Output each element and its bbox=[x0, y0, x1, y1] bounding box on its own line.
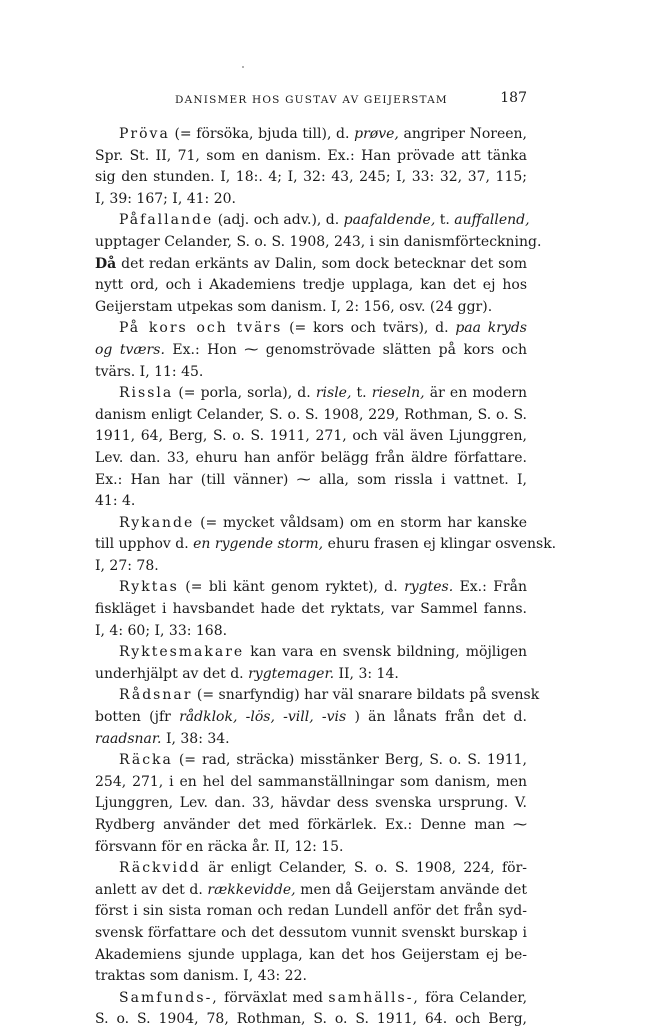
text-segment: en rygende storm, bbox=[193, 536, 324, 553]
text-line bbox=[95, 405, 527, 427]
text-segment: (= försöka, bjuda till), d. bbox=[174, 126, 355, 142]
headword: På kors och tvärs bbox=[119, 320, 283, 337]
text-line bbox=[95, 858, 527, 880]
text-line bbox=[95, 513, 527, 535]
text-segment: II, 3: 14. bbox=[338, 665, 399, 682]
text-segment: 1911, 64, Berg, S. o. S. 1911, 271, och väl även Ljunggren, bbox=[95, 428, 527, 445]
text-line bbox=[95, 426, 527, 448]
text-segment: risle, bbox=[315, 385, 352, 402]
text-segment: Lev. dan. 33, ehuru han anför belägg från äldre författare. bbox=[95, 449, 527, 466]
text-line bbox=[95, 664, 527, 686]
text-line bbox=[95, 340, 527, 362]
text-line bbox=[95, 167, 527, 189]
text-segment: (= mycket våldsam) om en storm har kanske bbox=[200, 514, 528, 531]
headword: Pröva bbox=[119, 126, 170, 142]
text-line bbox=[95, 556, 527, 578]
text-segment: Akademiens sjunde upplaga, kan det hos Geijerstam ej be- bbox=[95, 946, 527, 963]
text-segment: rækkevidde, bbox=[207, 881, 296, 898]
text-segment: og tværs. bbox=[95, 341, 165, 358]
text-segment: (adj. och adv.), d. bbox=[217, 212, 344, 229]
text-line bbox=[95, 534, 557, 556]
text-segment: rygtes. bbox=[404, 579, 454, 596]
text-segment: rygtemager. bbox=[248, 665, 335, 682]
text-line bbox=[95, 793, 527, 815]
text-segment: rieseln, bbox=[371, 385, 425, 402]
text-segment: rådklok, -lös, -vill, -vis bbox=[179, 709, 347, 726]
text-line bbox=[95, 772, 527, 794]
text-line bbox=[95, 232, 542, 254]
text-line bbox=[95, 470, 527, 492]
text-line bbox=[95, 685, 540, 707]
text-segment: I, 39: 167; I, 41: 20. bbox=[95, 190, 236, 207]
text-segment: (= kors och tvärs), d. bbox=[289, 320, 456, 337]
page-body bbox=[95, 124, 557, 1031]
text-line bbox=[95, 729, 527, 751]
text-segment: prøve, bbox=[354, 126, 399, 142]
text-segment: försvann för en räcka år. II, 12: 15. bbox=[95, 838, 344, 855]
text-segment: t. bbox=[356, 385, 372, 402]
text-segment: Rydberg använder det med förkärlek. Ex.: Denne man ⁓ bbox=[95, 817, 527, 833]
text-line bbox=[95, 448, 527, 470]
text-segment: I, 4: 60; I, 33: 168. bbox=[95, 622, 228, 639]
text-segment: paafaldende, bbox=[343, 212, 436, 229]
text-line bbox=[95, 210, 530, 232]
text-segment: (= bli känt genom ryktet), d. bbox=[185, 579, 405, 596]
text-segment: 41: 4. bbox=[95, 493, 136, 510]
text-segment: föra Celander, bbox=[425, 989, 528, 1006]
headword: Räckvidd bbox=[119, 860, 201, 877]
text-segment: Då bbox=[95, 255, 117, 272]
headword: samhälls-, bbox=[328, 989, 420, 1006]
text-segment: upptager Celander, S. o. S. 1908, 243, i sin danismförteckning. bbox=[95, 233, 542, 250]
headword: Ryktas bbox=[119, 579, 179, 596]
text-line bbox=[95, 189, 527, 211]
text-line bbox=[95, 599, 527, 621]
text-segment: Geijerstam utpekas som danism. I, 2: 156, osv. (24 ggr). bbox=[95, 298, 493, 315]
text-segment: S. o. S. 1904, 78, Rothman, S. o. S. 1911, 64. och Berg, bbox=[95, 1011, 527, 1028]
text-line bbox=[95, 491, 527, 513]
text-segment: förväxlat med bbox=[224, 989, 329, 1006]
text-segment: underhjälpt av det d. bbox=[95, 665, 249, 682]
text-line bbox=[95, 362, 527, 384]
text-line bbox=[95, 621, 527, 643]
text-line bbox=[95, 318, 527, 340]
text-line bbox=[95, 750, 527, 772]
text-segment: Ex.: Han har (till vänner) ⁓ alla, som rissla i vattnet. I, bbox=[95, 471, 527, 488]
text-segment: Ljunggren, Lev. dan. 33, hävdar dess svenska ursprung. V. bbox=[95, 795, 527, 812]
text-segment: I, 38: 34. bbox=[165, 730, 230, 747]
text-line bbox=[95, 945, 527, 967]
headword: Rissla bbox=[119, 385, 174, 402]
text-line bbox=[95, 577, 527, 599]
running-title: DANISMER HOS GUSTAV AV GEIJERSTAM bbox=[175, 94, 448, 106]
text-line bbox=[95, 815, 527, 837]
text-line bbox=[95, 254, 527, 276]
text-segment: Ex.: Från bbox=[459, 579, 527, 596]
text-line bbox=[95, 901, 527, 923]
text-segment: anlett av det d. bbox=[95, 881, 208, 898]
text-segment: nytt ord, och i Akademiens tredje upplaga, kan det ej hos bbox=[95, 277, 527, 294]
text-line bbox=[95, 837, 527, 859]
text-line bbox=[95, 275, 527, 297]
text-segment: men då Geijerstam använde det bbox=[300, 881, 528, 898]
text-segment: danism enligt Celander, S. o. S. 1908, 229, Rothman, S. o. S. bbox=[95, 406, 527, 423]
text-segment: botten (jfr bbox=[95, 709, 180, 726]
text-segment: till upphov d. bbox=[95, 536, 194, 553]
text-line bbox=[95, 988, 527, 1010]
text-segment: är enligt Celander, S. o. S. 1908, 224, för- bbox=[208, 860, 527, 877]
text-segment: t. bbox=[439, 212, 455, 229]
text-segment: ) än lånats från det d. bbox=[354, 709, 527, 726]
text-line bbox=[95, 124, 527, 146]
headword: Ryktesmakare bbox=[119, 644, 245, 661]
text-segment: (= rad, sträcka) misstänker Berg, S. o. S. 1911, bbox=[178, 752, 527, 769]
text-segment: ehuru frasen ej klingar osvensk. bbox=[327, 536, 557, 553]
text-line bbox=[95, 966, 527, 988]
text-segment: svensk författare och det dessutom vunnit svenskt burskap i bbox=[95, 924, 527, 941]
text-segment: Ex.: Hon ⁓ genomströvade slätten på kors och bbox=[172, 341, 527, 358]
text-segment: raadsnar. bbox=[95, 730, 162, 747]
text-segment: I, 27: 78. bbox=[95, 557, 159, 574]
text-segment: auffallend, bbox=[454, 212, 530, 229]
text-segment: kan vara en svensk bildning, möjligen bbox=[250, 644, 528, 661]
text-segment: fiskläget i havsbandet hade det ryktats, var Sammel fanns. bbox=[95, 601, 527, 618]
text-line bbox=[95, 146, 527, 168]
headword: Rykande bbox=[119, 514, 195, 531]
text-line bbox=[95, 923, 527, 945]
text-line bbox=[95, 880, 527, 902]
text-line bbox=[95, 383, 527, 405]
text-segment: 254, 271, i en hel del sammanställningar som danism, men bbox=[95, 773, 527, 790]
text-segment: traktas som danism. I, 43: 22. bbox=[95, 968, 307, 985]
text-segment: (= porla, sorla), d. bbox=[178, 385, 316, 402]
page-header bbox=[95, 90, 527, 110]
text-segment: är en modern bbox=[429, 385, 527, 402]
text-segment: sig den stunden. I, 18:. 4; I, 32: 43, 245; I, 33: 32, 37, 115; bbox=[95, 169, 527, 186]
speck bbox=[242, 66, 244, 68]
headword: Påfallande bbox=[119, 212, 214, 229]
text-line bbox=[95, 642, 527, 664]
text-segment: paa kryds bbox=[455, 320, 527, 337]
text-segment: (= snarfyndig) har väl snarare bildats på svensk bbox=[196, 687, 540, 704]
text-segment: först i sin sista roman och redan Lundell anför det från syd- bbox=[95, 903, 527, 920]
text-segment: Spr. St. II, 71, som en danism. Ex.: Han prövade att tänka bbox=[95, 147, 527, 164]
text-line bbox=[95, 297, 527, 319]
text-line bbox=[95, 707, 527, 729]
text-segment: det redan erkänts av Dalin, som dock betecknar det som bbox=[121, 255, 528, 272]
headword: Samfunds-, bbox=[119, 989, 219, 1006]
text-segment: tvärs. I, 11: 45. bbox=[95, 363, 204, 380]
headword: Räcka bbox=[119, 752, 173, 769]
page-number: 187 bbox=[500, 90, 527, 106]
headword: Rådsnar bbox=[119, 687, 193, 704]
text-segment: angriper Noreen, bbox=[403, 126, 527, 142]
